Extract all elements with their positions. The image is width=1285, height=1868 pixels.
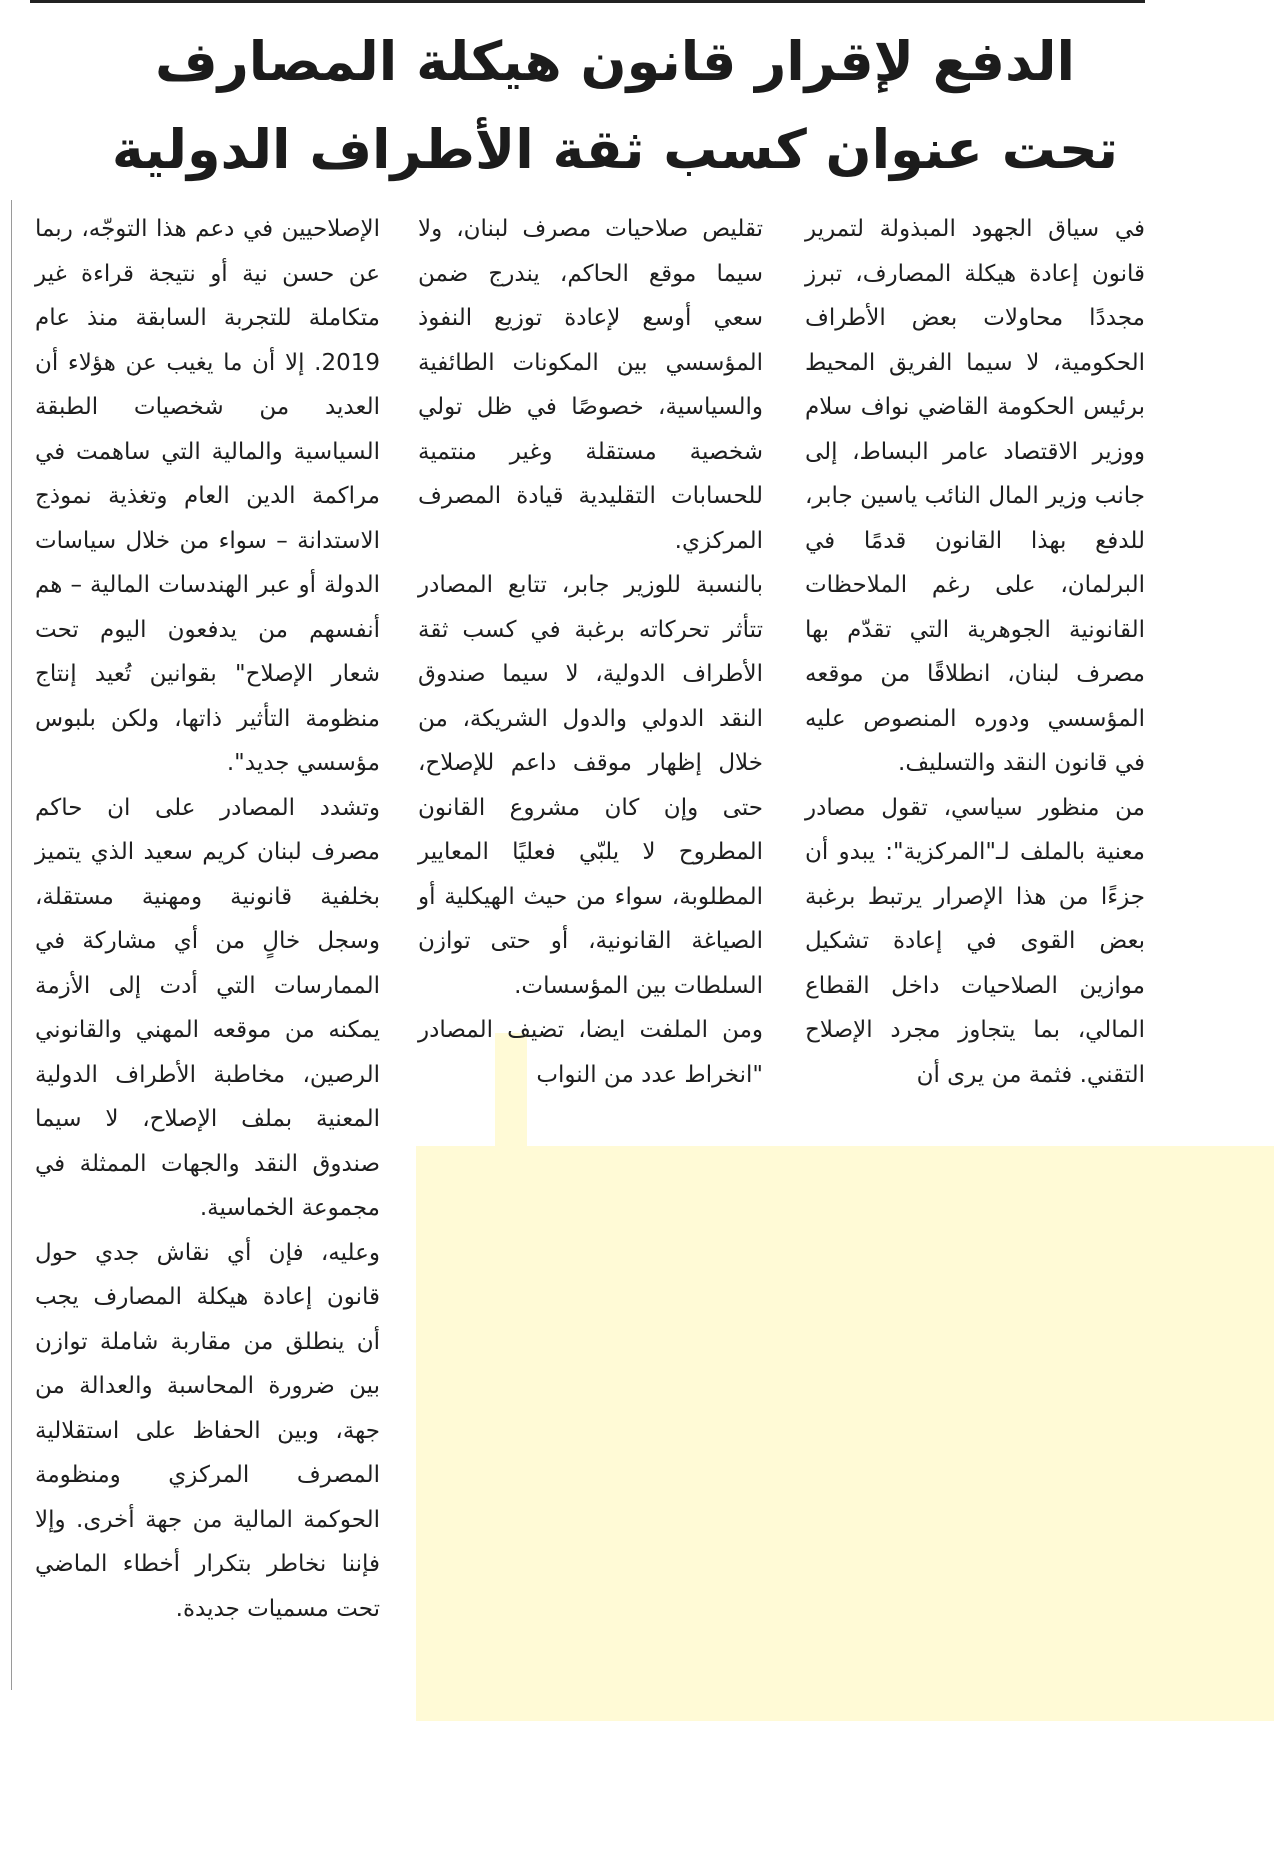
article-column-right xyxy=(805,207,1145,1097)
left-margin-rule xyxy=(11,200,12,1690)
paragraph: بالنسبة للوزير جابر، تتابع المصادر تتأثر تحركاته برغبة في كسب ثقة الأطراف الدولية، لا سيما صندوق النقد الدولي والدول الشريكة، من خلال إظهار موقف داعم للإصلاح، حتى وإن كان مشروع القانون المطروح لا يلبّي فعليًا المعايير المطلوبة، سواء من حيث الهيكلية أو الصياغة القانونية، أو حتى توازن السلطات بين المؤسسات. xyxy=(418,572,763,999)
paragraph: ومن الملفت ايضا، تضيف المصادر "انخراط عدد من النواب xyxy=(418,1017,763,1088)
paragraph: الإصلاحيين في دعم هذا التوجّه، ربما عن حسن نية أو نتيجة قراءة غير متكاملة للتجربة السابقة منذ عام 2019. إلا أن ما يغيب عن هؤلاء أن العديد من شخصيات الطبقة السياسية والمالية التي ساهمت في مراكمة الدين العام وتغذية نموذج الاستدانة – سواء من خلال سياسات الدولة أو عبر الهندسات المالية – هم أنفسهم من يدفعون اليوم تحت شعار الإصلاح" بقوانين تُعيد إنتاج منظومة التأثير ذاتها، ولكن بلبوس مؤسسي جديد". xyxy=(35,216,380,776)
paragraph: من منظور سياسي، تقول مصادر معنية بالملف لـ"المركزية": يبدو أن جزءًا من هذا الإصرار يرتبط برغبة بعض القوى في إعادة تشكيل موازين الصلاحيات داخل القطاع المالي، بما يتجاوز مجرد الإصلاح التقني. فثمة من يرى أن xyxy=(805,794,1145,1088)
article-column-middle xyxy=(418,207,763,1097)
paragraph: وتشدد المصادر على ان حاكم مصرف لبنان كريم سعيد الذي يتميز بخلفية قانونية ومهنية مستقلة، وسجل خالٍ من أي مشاركة في الممارسات التي أدت إلى الأزمة يمكنه من موقعه المهني والقانوني الرصين، مخاطبة الأطراف الدولية المعنية بملف الإصلاح، لا سيما صندوق النقد والجهات الممثلة في مجموعة الخماسية. xyxy=(35,794,380,1221)
headline-line-1: الدفع لإقرار قانون هيكلة المصارف xyxy=(154,30,1075,93)
paragraph: تقليص صلاحيات مصرف لبنان، ولا سيما موقع الحاكم، يندرج ضمن سعي أوسع لإعادة توزيع النفوذ المؤسسي بين المكونات الطائفية والسياسية، خصوصًا في ظل تولي شخصية مستقلة وغير منتمية للحسابات التقليدية قيادة المصرف المركزي. xyxy=(418,216,763,554)
top-rule xyxy=(30,0,1145,3)
paragraph: وعليه، فإن أي نقاش جدي حول قانون إعادة هيكلة المصارف يجب أن ينطلق من مقاربة شاملة توازن بين ضرورة المحاسبة والعدالة من جهة، وبين الحفاظ على استقلالية المصرف المركزي ومنظومة الحوكمة المالية من جهة أخرى. وإلا فإننا نخاطر بتكرار أخطاء الماضي تحت مسميات جديدة. xyxy=(35,1239,380,1622)
article-column-left xyxy=(35,207,380,1631)
highlight-region xyxy=(416,1146,1274,1721)
headline-line-2: تحت عنوان كسب ثقة الأطراف الدولية xyxy=(111,118,1119,181)
paragraph: في سياق الجهود المبذولة لتمرير قانون إعادة هيكلة المصارف، تبرز مجددًا محاولات بعض الأطراف الحكومية، لا سيما الفريق المحيط برئيس الحكومة القاضي نواف سلام ووزير الاقتصاد عامر البساط، إلى جانب وزير المال النائب ياسين جابر، للدفع بهذا القانون قدمًا في البرلمان، على رغم الملاحظات القانونية الجوهرية التي تقدّم بها مصرف لبنان، انطلاقًا من موقعه المؤسسي ودوره المنصوص عليه في قانون النقد والتسليف. xyxy=(805,216,1145,776)
